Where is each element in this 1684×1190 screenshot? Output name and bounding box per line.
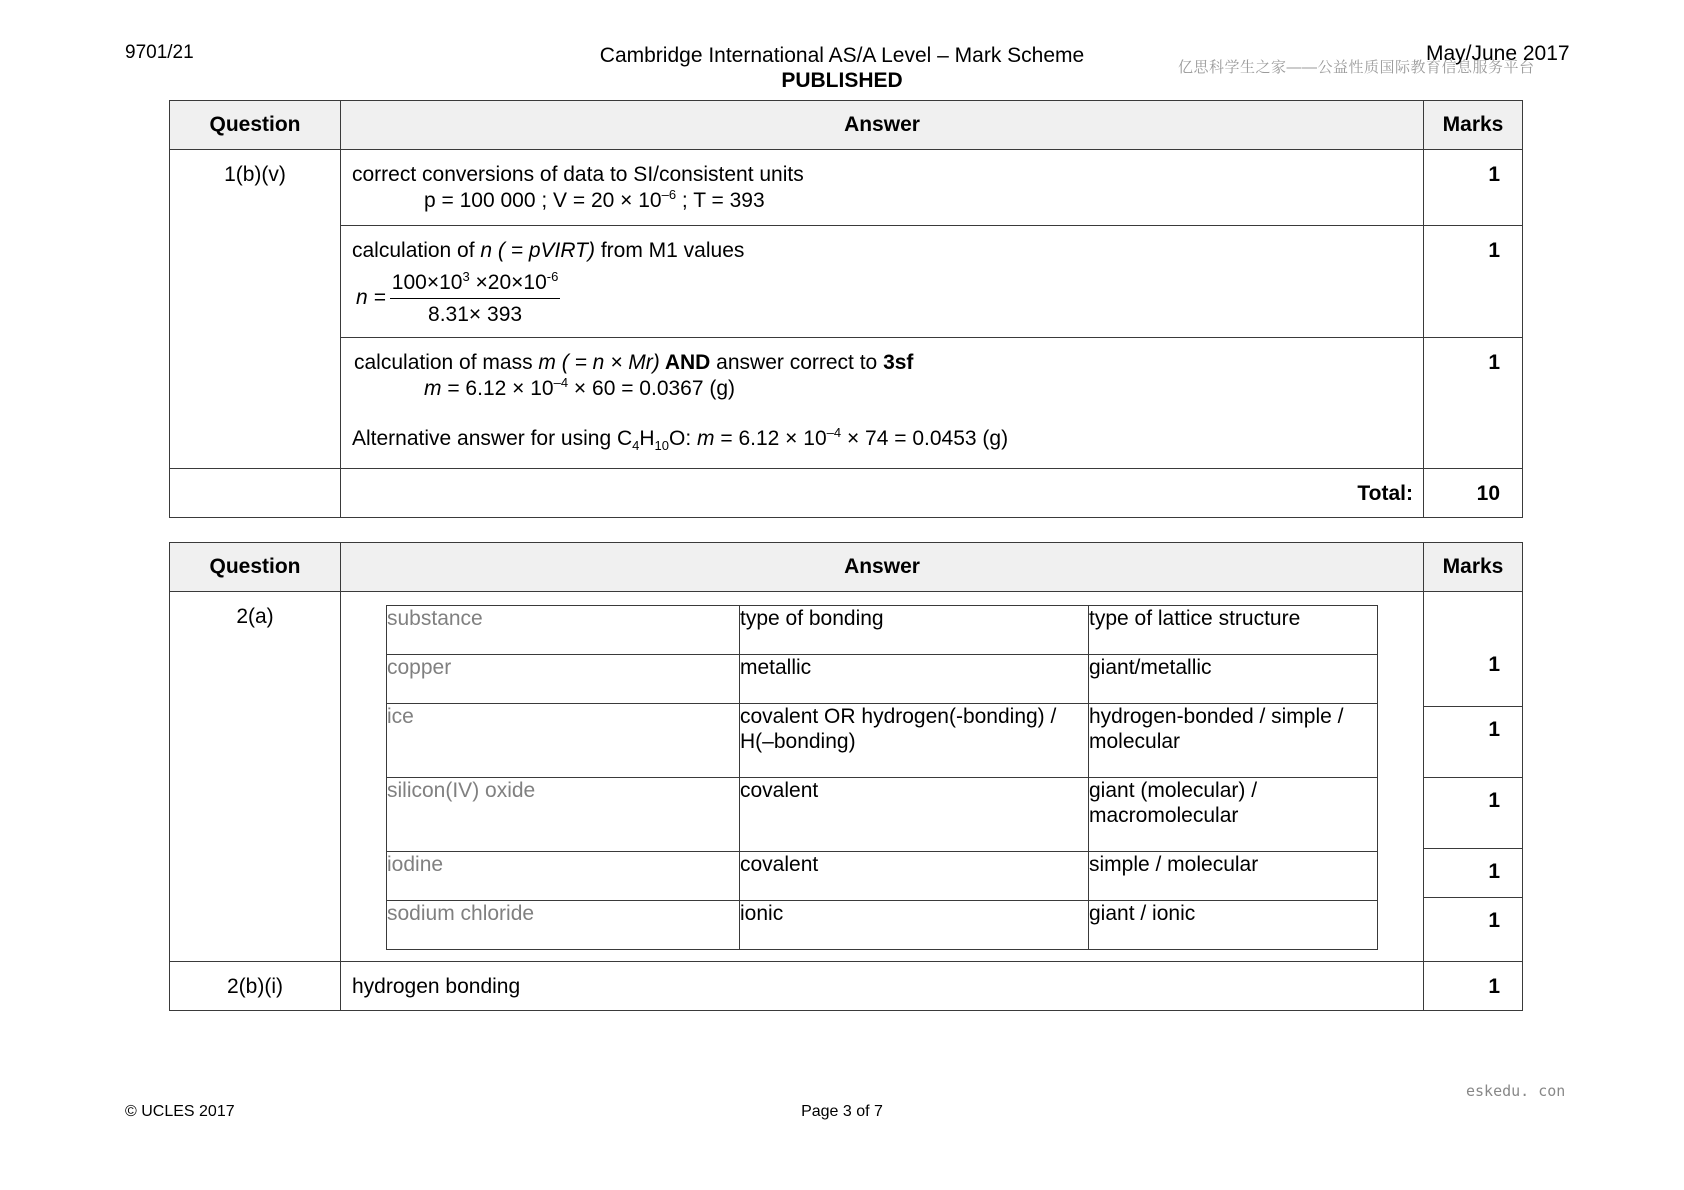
empty-cell [170,469,341,518]
answer-formula: $m = 6.12 \times 10^{-4} \times 60 = 0.0367$ (g) [424,375,736,400]
mark-value: 1 [1488,718,1500,741]
substance-cell: copper [387,655,740,704]
bonding-cell: metallic [740,655,1089,704]
marks-cell-2a [1424,592,1523,962]
answer-cell-moles [341,226,1424,338]
watermark-text: 亿思科学生之家——公益性质国际教育信息服务平台 [1178,59,1535,76]
answer-cell-structures [341,592,1424,962]
paper-code: 9701/21 [125,42,194,63]
substance-cell: sodium chloride [387,901,740,950]
answer-text: calculation of n ( = pVIRT) from M1 values [352,239,745,262]
mark-value: 1 [1488,909,1500,932]
structure-table [386,605,1378,950]
substance-cell: ice [387,704,740,778]
substance-cell: iodine [387,852,740,901]
header-lattice: type of lattice structure [1089,606,1378,655]
question-label-2a: 2(a) [170,592,341,962]
header-substance: substance [387,606,740,655]
mark-value: 1 [1488,653,1500,676]
answer-formula: p = 100 000 ; $V = 20 \times 10^{-6}$ ; T = 393 [424,187,765,212]
answer-cell-si-units [341,150,1424,226]
mark-scheme-table-q1 [169,100,1523,518]
column-header-marks: Marks [1424,543,1523,592]
mark-value: 1 [1424,150,1523,226]
site-watermark: eskedu. con [1466,1082,1566,1100]
bonding-cell: covalent [740,852,1089,901]
substance-cell: silicon(IV) oxide [387,778,740,852]
answer-text: calculation of mass m ( = n × Mr) AND answer correct to 3sf [354,351,914,374]
answer-cell-mass [341,338,1424,469]
answer-text: correct conversions of data to SI/consistent units [352,163,804,186]
moles-fraction: n = $\frac{100\times 10^3 \times 20\times 10^{-6}}{8.31\times 393}$ [356,269,559,326]
fraction-denominator: 8.31× 393 [428,303,523,326]
header-bonding: type of bonding [740,606,1089,655]
fraction-numerator: $100\times 10^3 \times 20\times 10^{-6}$ [390,269,561,299]
document-title [592,44,1092,94]
copyright-notice: © UCLES 2017 [125,1103,235,1120]
mark-value: 1 [1424,962,1523,1011]
column-header-answer: Answer [341,543,1424,592]
question-label-2bi: 2(b)(i) [170,962,341,1011]
total-value: 10 [1424,469,1523,518]
mark-value: 1 [1488,789,1500,812]
page-number: Page 3 of 7 [801,1103,883,1120]
mark-value: 1 [1424,226,1523,338]
lattice-cell: simple / molecular [1089,852,1378,901]
bonding-cell: covalent [740,778,1089,852]
column-header-question: Question [170,101,341,150]
published-label: PUBLISHED [781,68,903,92]
mark-value: 1 [1488,860,1500,883]
bonding-cell: ionic [740,901,1089,950]
lattice-cell: giant / ionic [1089,901,1378,950]
column-header-question: Question [170,543,341,592]
column-header-answer: Answer [341,101,1424,150]
alternative-answer: Alternative answer for using $C_4H_{10}O$: $m = 6.12 \times 10^{-4} \times 74 = 0.0453$ (g) [352,425,1009,454]
lattice-cell: giant/metallic [1089,655,1378,704]
lattice-cell: hydrogen-bonded / simple / molecular [1089,704,1378,778]
title-text: Cambridge International AS/A Level – Mark Scheme [599,44,1085,67]
exam-session: May/June 2017 [1426,42,1570,65]
column-header-marks: Marks [1424,101,1523,150]
mark-value: 1 [1424,338,1523,469]
lattice-cell: giant (molecular) / macromolecular [1089,778,1378,852]
bonding-cell: covalent OR hydrogen(-bonding) / H(–bonding) [740,704,1089,778]
question-label-1bv: 1(b)(v) [170,150,341,469]
answer-cell-2bi: hydrogen bonding [341,962,1424,1011]
mark-scheme-table-q2 [169,542,1523,1011]
total-label: Total: [341,469,1424,518]
